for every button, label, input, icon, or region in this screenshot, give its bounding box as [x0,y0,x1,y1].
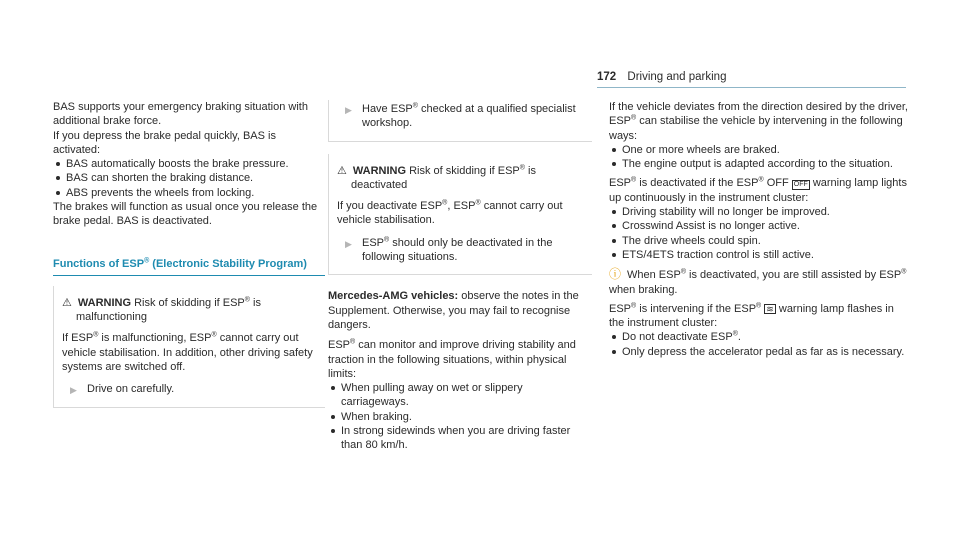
text-part: ESP [609,177,632,190]
list-item: When pulling away on wet or slippery carriageways. [328,381,592,410]
warning-body-text: is malfunctioning, ESP [98,332,212,345]
amg-label: Mercedes-AMG vehicles: [328,290,459,303]
text-part: OFF [763,177,792,190]
text-part: is deactivated, you are still assisted by ESP [686,269,902,282]
amg-note [328,289,592,332]
list-item: Crosswind Assist is no longer active. [609,219,909,233]
warning-subtitle: deactivated [351,178,408,191]
column-1 [53,100,325,408]
text-part: when braking. [609,283,678,296]
text-part: is deactivated if the ESP [636,177,759,190]
text-part: can monitor and improve driving stability and traction in the following situations, within physical limits: [328,339,576,380]
bas-bullets [53,157,325,200]
warning-body [329,192,592,228]
list-item: ABS prevents the wheels from locking. [53,186,325,200]
list-item: Do not deactivate ESP®. [609,330,909,344]
list-item: ETS/4ETS traction control is still active. [609,248,909,262]
esp-intervening-bullets [609,330,909,359]
warning-body [54,324,325,374]
info-note [609,267,909,297]
list-item: The engine output is adapted according to the situation. [609,157,909,171]
warning-icon: ⚠ [62,296,72,309]
registered-mark: ® [442,199,448,207]
warning-box-deactivated [328,154,592,276]
warning-icon: ⚠ [337,164,347,177]
section-title-esp [53,257,325,271]
action-text [362,236,592,265]
text-part: When ESP [627,269,681,282]
registered-mark: ® [144,257,150,265]
registered-mark: ® [631,176,637,184]
list-item: One or more wheels are braked. [609,143,909,157]
list-item: Only depress the accelerator pedal as far as is necessary. [609,345,909,359]
registered-mark: ® [631,302,637,310]
warning-heading [54,286,325,310]
action-text-part: should only be deactivated in the following situations. [362,236,553,264]
registered-mark: ® [631,114,637,122]
warning-subtitle: malfunctioning [76,310,147,323]
registered-mark: ® [384,236,390,244]
action-step [54,374,325,407]
text-part: ESP [328,339,351,352]
list-item: BAS can shorten the braking distance. [53,171,325,185]
page-number: 172 [597,71,617,83]
text-part: is intervening if the ESP [636,302,757,315]
esp-intervention [609,100,909,143]
intervention-bullets [609,143,909,172]
list-item: When braking. [328,410,592,424]
action-text-part: ESP [362,236,385,249]
bas-activation: If you depress the brake pedal quickly, BAS is activated: [53,129,276,156]
action-text-part: Have ESP [362,103,413,115]
registered-mark: ® [901,268,907,276]
header-rule [597,87,906,88]
action-step [329,100,592,141]
section-title-text: Functions of ESP [53,257,145,270]
esp-intervening-lamp [609,302,909,331]
registered-mark: ® [350,338,356,346]
list-item: In strong sidewinds when you are driving faster than 80 km/h. [328,424,592,453]
text-part: If the vehicle deviates from the direction desired by the driver, ESP [609,101,908,128]
registered-mark: ® [756,302,762,310]
action-box [328,100,592,142]
warning-box-malfunction [53,286,325,409]
esp-situations [328,381,592,452]
section-name: Driving and parking [627,71,727,83]
esp-capabilities [328,338,592,381]
warning-text: Risk of skidding if ESP [406,164,520,177]
list-item: The drive wheels could spin. [609,234,909,248]
action-arrow-icon: ▶ [345,105,352,115]
warning-heading [329,154,592,178]
list-item: Driving stability will no longer be improved. [609,205,909,219]
action-arrow-icon: ▶ [70,385,77,396]
registered-mark: ® [93,331,99,339]
warning-body-text: If ESP [62,332,94,345]
text-part: warning lamp flashes in the instrument cluster: [609,302,894,330]
text-part: can stabilise the vehicle by intervening in the following ways: [609,115,903,142]
action-arrow-icon: ▶ [345,238,352,249]
warning-text: is [249,296,261,309]
info-icon: ⓘ [609,267,622,282]
warning-body-text: If you deactivate ESP [337,200,443,213]
warning-body-text: cannot carry out vehicle stabilisation. [337,200,563,227]
registered-mark: ® [680,268,686,276]
registered-mark: ® [412,102,418,110]
bas-intro: BAS supports your emergency braking situation with additional brake force. [53,101,308,128]
warning-body-text: cannot carry out vehicle stabilisation. In addition, other driving safety systems are switched off. [62,332,313,373]
text-part: Do not deactivate ESP [622,331,733,344]
warning-text: Risk of skidding if ESP [131,296,245,309]
warning-label: WARNING [352,164,407,177]
section-rule [53,275,325,276]
esp-off-lamp [609,176,909,205]
text-part: warning lamp lights up continuously in the instrument cluster: [609,177,907,204]
amg-text: observe the notes in the Supplement. Otherwise, you may fail to recognise dangers. [328,290,579,331]
list-item: BAS automatically boosts the brake pressure. [53,157,325,171]
registered-mark: ® [244,296,250,304]
registered-mark: ® [475,199,481,207]
registered-mark: ® [732,330,738,338]
section-title-text: (Electronic Stability Program) [149,257,307,270]
page-header [597,71,726,83]
registered-mark: ® [758,176,764,184]
warning-body-text: , ESP [447,200,476,213]
warning-text: is [524,164,536,177]
action-text [362,102,592,131]
esp-skid-warning-icon: ≋ [766,303,774,314]
column-2 [328,100,592,453]
warning-label: WARNING [77,296,132,309]
registered-mark: ® [519,163,525,171]
esp-off-bullets [609,205,909,262]
text-part: ESP [609,302,632,315]
registered-mark: ® [211,331,217,339]
bas-release: The brakes will function as usual once you release the brake pedal. BAS is deactivated. [53,201,318,228]
action-text: Drive on carefully. [87,383,175,396]
column-3 [609,100,909,359]
esp-off-warning-icon: OFF [793,181,808,189]
action-text-part: checked at a qualified specialist workshop. [362,103,576,130]
action-step [329,228,592,275]
